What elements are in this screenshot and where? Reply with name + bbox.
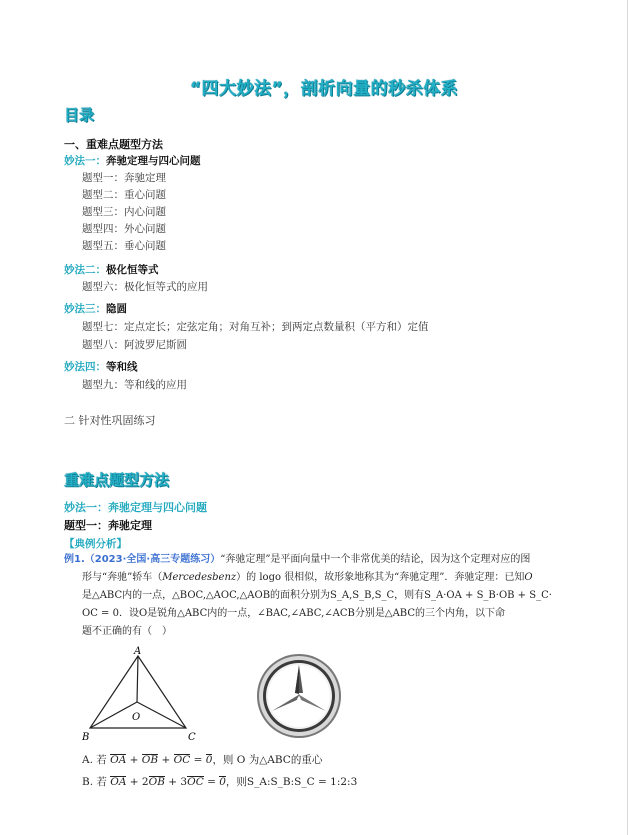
method-tag: 妙法三：: [64, 303, 106, 315]
page-title: “四大妙法”，剖析向量的秒杀体系: [189, 79, 459, 99]
example-line: 是△ABC内的一点，△BOC,△AOC,△AOB的面积分别为S_A,S_B,S_C，则有S_A·OA + S_B·OB + S_C·: [82, 590, 552, 601]
toc-item[interactable]: 题型六：极化恒等式的应用: [82, 281, 208, 293]
vector-oa: OA: [110, 776, 127, 788]
method-name: 极化恒等式: [106, 264, 159, 276]
method-name: 等和线: [106, 361, 138, 373]
method-title: 妙法一：奔驰定理与四心问题: [64, 501, 207, 514]
toc-item[interactable]: 题型五：垂心问题: [82, 240, 166, 252]
option-text: ，则S_A:S_B:S_C = 1:2:3: [225, 776, 358, 788]
label-c: C: [188, 732, 196, 742]
analysis-label: 【典例分析】: [64, 538, 127, 550]
example-line: OC = 0．设O是锐角△ABC内的一点，∠BAC,∠ABC,∠ACB分别是△ABC的三个内角，以下命: [82, 608, 505, 619]
example-var: O: [524, 572, 533, 583]
label-a: A: [134, 646, 142, 657]
option-text: ，则 O 为△ABC的重心: [212, 754, 323, 766]
toc-method-3[interactable]: [64, 301, 127, 316]
toc-part1: 一、重难点题型方法: [64, 138, 163, 151]
option-a[interactable]: A. 若 OA + OB + OC = 0，则 O 为△ABC的重心: [82, 754, 323, 766]
toc-item[interactable]: 题型八：阿波罗尼斯圆: [82, 339, 187, 351]
section-heading: 重难点题型方法: [64, 471, 170, 489]
option-text: 若: [96, 776, 107, 788]
toc-method-4[interactable]: [64, 359, 138, 374]
segment-ob: [90, 702, 137, 728]
example-line: ）的 logo 很相似，故形象地称其为“奔驰定理”．奔驰定理：已知: [236, 572, 525, 583]
vector-ob: OB: [148, 776, 165, 788]
toc-item[interactable]: 题型一：奔驰定理: [82, 172, 166, 184]
option-text: 若: [96, 754, 107, 766]
vector-oc: OC: [173, 754, 191, 766]
toc-heading: 目录: [64, 106, 95, 124]
example-line: 形与“奔驰”轿车（: [82, 572, 163, 583]
example-italic: Mercedesbenz: [162, 572, 237, 583]
example-paragraph: [64, 551, 576, 641]
vector-oa: OA: [110, 754, 127, 766]
toc-item[interactable]: 题型二：重心问题: [82, 189, 166, 201]
example-source: （2023·全国·高三专题练习）: [84, 554, 221, 565]
segment-oc: [137, 702, 186, 728]
mercedes-logo-figure: [257, 654, 341, 738]
example-label: 例1.: [64, 554, 85, 565]
toc-item[interactable]: 题型七：定点定长；定弦定角；对角互补；到两定点数量积（平方和）定值: [82, 321, 429, 333]
method-name: 奔驰定理与四心问题: [106, 155, 201, 167]
toc-item[interactable]: 题型四：外心问题: [82, 223, 166, 235]
option-b[interactable]: B. 若 OA + 2OB + 3OC = 0，则S_A:S_B:S_C = 1:2:3: [82, 776, 358, 788]
method-tag: 妙法二：: [64, 264, 106, 276]
toc-method-1[interactable]: [64, 153, 201, 168]
option-letter: B.: [82, 776, 94, 788]
vector-oc: OC: [187, 776, 204, 788]
zero-vector: 0: [219, 776, 226, 788]
toc-item[interactable]: 题型三：内心问题: [82, 206, 166, 218]
toc-method-2[interactable]: [64, 262, 159, 277]
example-figures: [82, 646, 382, 742]
method-name: 隐圆: [106, 303, 127, 315]
vector-ob: OB: [141, 754, 159, 766]
method-tag: 妙法一：: [64, 155, 106, 167]
method-tag: 妙法四：: [64, 361, 106, 373]
triangle-figure: [82, 646, 196, 742]
example-line: 题不正确的有（ ）: [82, 626, 172, 637]
toc-part2[interactable]: 二 针对性巩固练习: [64, 414, 156, 427]
label-b: B: [82, 732, 90, 742]
segment-oa: [137, 656, 138, 702]
example-line: “奔驰定理”是平面向量中一个非常优美的结论，因为这个定理对应的图: [220, 554, 531, 565]
option-letter: A.: [82, 754, 93, 766]
type-title: 题型一：奔驰定理: [64, 519, 152, 532]
zero-vector: 0: [205, 754, 213, 766]
label-o: O: [132, 712, 141, 723]
toc-item[interactable]: 题型九：等和线的应用: [82, 379, 187, 391]
